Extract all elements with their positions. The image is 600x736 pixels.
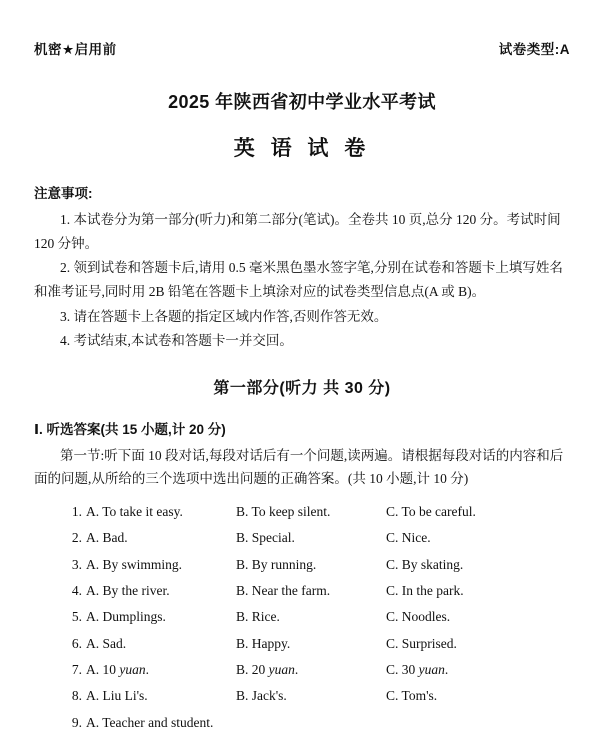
option-c: C. Surprised. <box>386 635 457 651</box>
option-a: A. Dumplings. <box>86 609 166 625</box>
question-number: 6. <box>71 635 82 651</box>
option-a: A. By the river. <box>86 582 170 598</box>
option-c: C. In the park. <box>386 582 464 598</box>
section-instruction: 第一节:听下面 10 段对话,每段对话后有一个问题,读两遍。请根据每段对话的内容和后面的问题,从所给的三个选项中选出问题的正确答案。(共 10 小题,计 10 分) <box>34 447 564 487</box>
option-b: B. Special. <box>236 530 295 546</box>
question-number: 2. <box>71 530 82 546</box>
page-header <box>34 38 570 58</box>
notice-item: 4. 考试结束,本试卷和答题卡一并交回。 <box>60 333 293 349</box>
question-row <box>34 578 570 604</box>
option-a: A. Bad. <box>86 530 128 546</box>
question-row <box>34 657 570 683</box>
notice-item: 1. 本试卷分为第一部分(听力)和第二部分(笔试)。全卷共 10 页,总分 120 分。考试时间 120 分钟。 <box>34 212 561 251</box>
part-heading: Ⅰ. 听选答案(共 15 小题,计 20 分) <box>34 421 226 437</box>
option-b: B. By running. <box>236 556 317 572</box>
question-row <box>34 499 570 525</box>
option-c: C. Noodles. <box>386 609 451 625</box>
page-subtitle: 英 语 试 卷 <box>233 137 371 160</box>
option-c: C. Tom's. <box>386 688 438 704</box>
question-number: 8. <box>71 688 82 704</box>
paper-type-label: 试卷类型:A <box>498 42 570 57</box>
option-c: C. To be careful. <box>386 504 476 519</box>
option-a: A. By swimming. <box>86 556 183 572</box>
question-row <box>34 552 570 578</box>
option-b <box>236 710 386 736</box>
question-row <box>34 604 570 630</box>
notice-heading: 注意事项: <box>34 186 93 201</box>
question-row <box>34 683 570 709</box>
option-b: B. Rice. <box>236 609 280 625</box>
option-b: B. Near the farm. <box>236 582 331 598</box>
option-a: A. Liu Li's. <box>86 688 148 704</box>
question-number: 4. <box>71 582 82 598</box>
option-b: B. Jack's. <box>236 688 287 704</box>
option-c: C. By skating. <box>386 556 464 572</box>
option-c: C. 30 yuan. <box>386 661 449 677</box>
option-a: A. 10 yuan. <box>86 661 149 677</box>
question-row <box>34 525 570 551</box>
option-a: A. Teacher and student. <box>86 714 214 730</box>
option-a: A. Sad. <box>86 635 127 651</box>
question-number: 9. <box>71 714 82 730</box>
option-b: B. 20 yuan. <box>236 661 299 677</box>
notice-item: 2. 领到试卷和答题卡后,请用 0.5 毫米黑色墨水签字笔,分别在试卷和答题卡上填写姓名和准考证号,同时用 2B 铅笔在答题卡上填涂对应的试卷类型信息点(A 或 B)。 <box>34 260 563 299</box>
question-list <box>34 499 570 736</box>
notice-item: 3. 请在答题卡上各题的指定区域内作答,否则作答无效。 <box>60 308 388 324</box>
question-number: 7. <box>71 661 82 677</box>
section-title: 第一部分(听力 共 30 分) <box>213 379 391 397</box>
question-number: 3. <box>71 556 82 572</box>
notice-list <box>34 208 570 353</box>
question-row <box>34 631 570 657</box>
option-a: A. To take it easy. <box>86 504 183 519</box>
option-c: C. Nice. <box>386 530 431 546</box>
page-title: 2025 年陕西省初中学业水平考试 <box>168 92 436 112</box>
question-number: 1. <box>71 504 82 519</box>
confidential-label: 机密★启用前 <box>34 42 117 57</box>
question-number: 5. <box>71 609 82 625</box>
question-row <box>34 710 570 736</box>
option-b: B. To keep silent. <box>236 504 331 519</box>
option-b: B. Happy. <box>236 635 291 651</box>
